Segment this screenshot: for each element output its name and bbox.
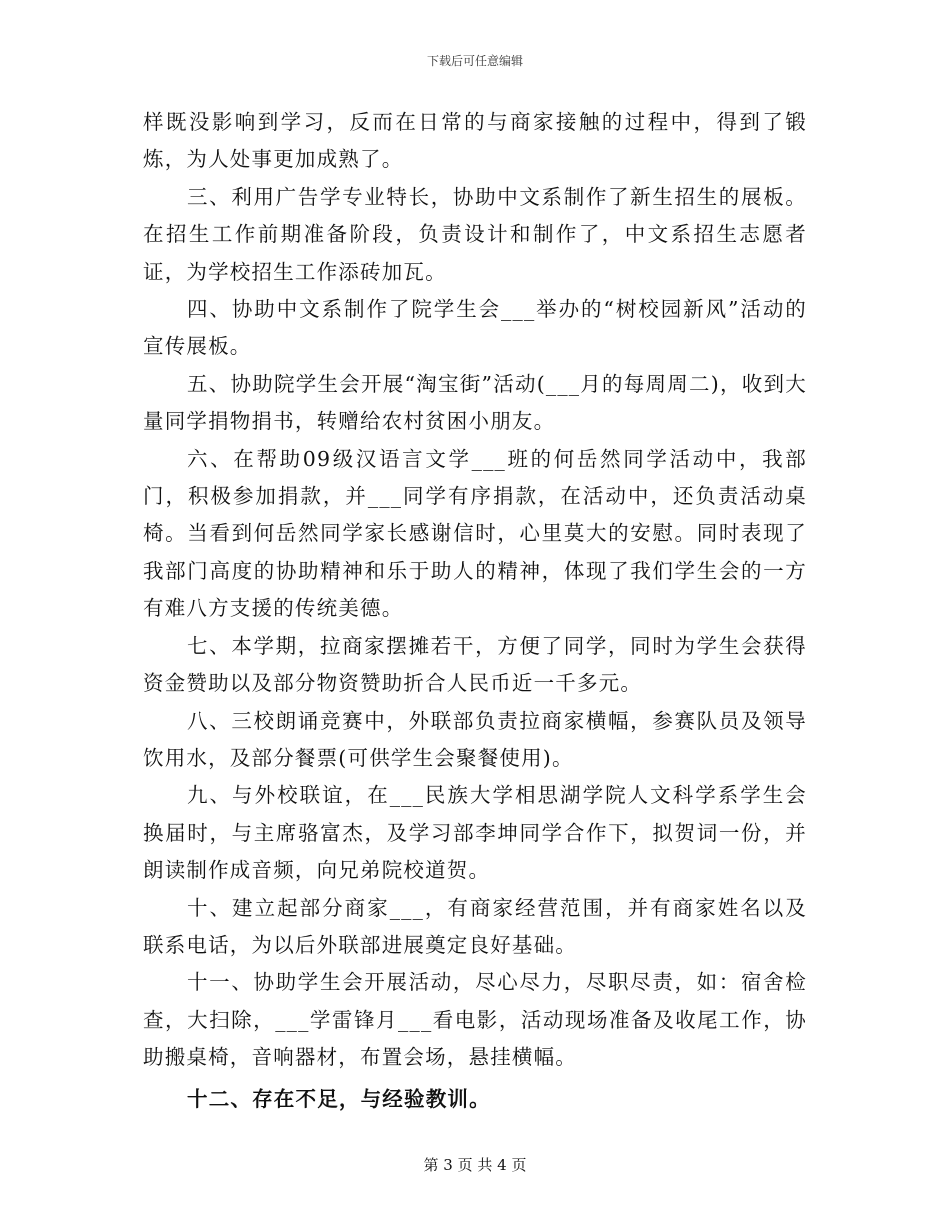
document-body bbox=[143, 104, 807, 1118]
section-heading: 十二、存在不足，与经验教训。 bbox=[187, 1086, 491, 1111]
paragraph-item-3: 三、利用广告学专业特长，协助中文系制作了新生招生的展板。在招生工作前期准备阶段，负责设计和制作了，中文系招生志愿者证，为学校招生工作添砖加瓦。 bbox=[143, 184, 807, 284]
page-header: 下载后可任意编辑 bbox=[426, 54, 523, 68]
page-number: 第 3 页 共 4 页 bbox=[423, 1156, 527, 1174]
paragraph-item-9: 九、与外校联谊，在___民族大学相思湖学院人文科学系学生会换届时，与主席骆富杰，及学习部李坤同学合作下，拟贺词一份，并朗读制作成音频，向兄弟院校道贺。 bbox=[143, 783, 807, 883]
paragraph-continuation: 样既没影响到学习，反而在日常的与商家接触的过程中，得到了锻炼，为人处事更加成熟了。 bbox=[143, 110, 807, 172]
paragraph-item-7: 七、本学期，拉商家摆摊若干，方便了同学，同时为学生会获得资金赞助以及部分物资赞助折合人民币近一千多元。 bbox=[143, 633, 807, 696]
paragraph-item-5: 五、协助院学生会开展“淘宝街”活动(___月的每周周二)，收到大量同学捐物捐书，转赠给农村贫困小朋友。 bbox=[143, 371, 807, 434]
paragraph-item-4: 四、协助中文系制作了院学生会___举办的“树校园新风”活动的宣传展板。 bbox=[143, 297, 807, 359]
paragraph-item-8: 八、三校朗诵竞赛中，外联部负责拉商家横幅，参赛队员及领导饮用水，及部分餐票(可供学生会聚餐使用)。 bbox=[143, 708, 807, 770]
paragraph-item-11: 十一、协助学生会开展活动，尽心尽力，尽职尽责，如：宿舍检查，大扫除，___学雷锋月___看电影，活动现场准备及收尾工作，协助搬桌椅，音响器材，布置会场，悬挂横幅。 bbox=[143, 970, 807, 1070]
paragraph-item-10: 十、建立起部分商家___，有商家经营范围，并有商家姓名以及联系电话，为以后外联部进展奠定良好基础。 bbox=[143, 895, 807, 957]
paragraph-item-6: 六、在帮助09级汉语言文学___班的何岳然同学活动中，我部门，积极参加捐款，并___同学有序捐款，在活动中，还负责活动桌椅。当看到何岳然同学家长感谢信时，心里莫大的安慰。同时表现了我部门高度的协助精神和乐于助人的精神，体现了我们学生会的一方有难八方支援的传统美德。 bbox=[143, 446, 807, 621]
